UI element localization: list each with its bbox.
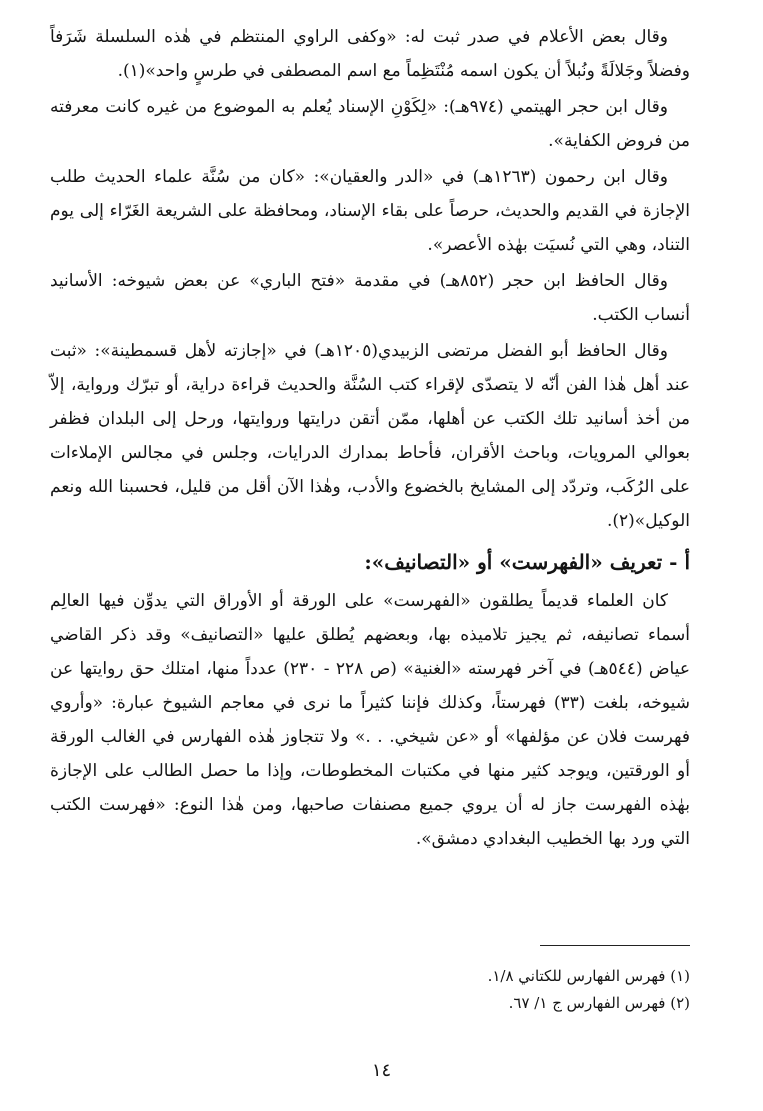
footnote-divider [540,945,690,946]
paragraph-6: كان العلماء قديماً يطلقون «الفهرست» على الورقة أو الأوراق التي يدوِّن فيها العالِم أسماء تصانيفه، ثم يجيز تلاميذه بها، وبعضهم يُطلق عليها «التصانيف» وقد ذكر القاضي عياض (٥٤٤هـ) في آخر فهرسته «الغنية» (ص ٢٢٨ - ٢٣٠) عدداً منها، امتلك حق روايتها عن شيوخه، بلغت (٣٣) فهرستاً، وكذلك فإننا كثيراً ما نرى في معاجم الشيوخ عبارة: «وأروي فهرست فلان عن مؤلفها» أو «عن شيخي. . .» ولا تتجاوز هٰذه الفهارس في الغالب الورقة أو الورقتين، ويوجد كثير منها في مكتبات المخطوطات، وإذا ما حصل الطالب على الإجازة بهٰذه الفهرست جاز له أن يروي جميع مصنفات صاحبها، ومن هٰذا النوع: «فهرست الكتب التي ورد بها الخطيب البغدادي دمشق». [50,591,691,849]
paragraph-3: وقال ابن رحمون (١٢٦٣هـ) في «الدر والعقيان»: «كان من سُنَّة علماء الحديث طلب الإجازة في القديم والحديث، حرصاً على بقاء الإسناد، ومحافظة على الشريعة الغَرّاء إلى يوم التناد، وهي التي نُسيَت بهٰذه الأعصر». [50,167,690,255]
footnotes [50,945,690,1017]
paragraph-5: وقال الحافظ أبو الفضل مرتضى الزبيدي(١٢٠٥هـ) في «إجازته لأهل قسمطينة»: «ثبت عند أهل هٰذا الفن أنّه لا يتصدّى لإقراء كتب السُنَّة والحديث قراءة دراية، أو تبرّك ورواية، إلاّ من أخذ أسانيد تلك الكتب عن أهلها، ممّن أتقن درايتها وروايتها، ورحل إلى البلدان فظفر بعوالي المرويات، وباحث الأقران، فأحاط بمدارك الدرايات، وجلس في مجالس الإملاءات على الرُكَب، وتردّد إلى المشايخ بالخضوع والأدب، وهٰذا الآن أقل من قليل، فحسبنا الله ونعم الوكيل»(٢). [50,341,690,531]
paragraph-1: وقال بعض الأعلام في صدر ثبت له: «وكفى الراوي المنتظم في هٰذه السلسلة شَرَفاً وفضلاً وجَلالَةً ونُبلاً أن يكون اسمه مُنْتَظِماً مع اسم المصطفى في طرسٍ واحد»(١). [50,27,690,81]
paragraph-2: وقال ابن حجر الهيتمي (٩٧٤هـ): «لِكَوْنِ الإسناد يُعلم به الموضوع من غيره كانت معرفته من فروض الكفاية». [50,97,690,151]
footnote-1: (١) فهرس الفهارس للكتاني ١/٨. [487,967,690,985]
paragraph-4: وقال الحافظ ابن حجر (٨٥٢هـ) في مقدمة «فتح الباري» عن بعض شيوخه: الأسانيد أنساب الكتب. [50,271,690,325]
footnote-2: (٢) فهرس الفهارس ج ١/ ٦٧. [508,994,690,1012]
section-heading: أ - تعريف «الفهرست» أو «التصانيف»: [364,550,690,574]
page-body [50,20,690,856]
page-number: ١٤ [371,1060,392,1081]
